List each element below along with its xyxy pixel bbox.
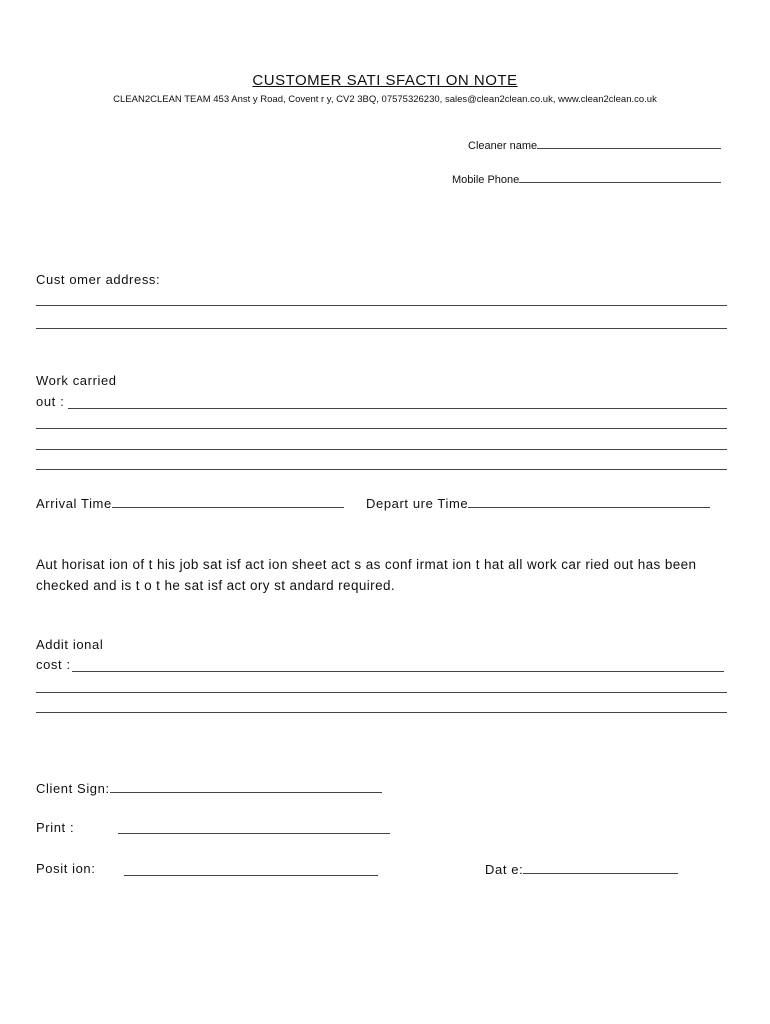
date-row	[485, 861, 678, 877]
date-field[interactable]	[523, 861, 678, 874]
cleaner-name-label: Cleaner name	[468, 140, 538, 152]
customer-address-line-2[interactable]	[36, 328, 727, 329]
arrival-time-label: Arrival Time	[36, 496, 112, 511]
company-contact-line: CLEAN2CLEAN TEAM 453 Anst y Road, Covent r y, CV2 3BQ, 07575326230, sales@clean2clean.co.uk, www.clean2clean.co.uk	[113, 94, 657, 105]
work-carried-line-3[interactable]	[36, 449, 727, 450]
additional-cost-line-1[interactable]	[72, 671, 724, 672]
work-carried-label: Work carried	[36, 373, 117, 388]
work-carried-line-2[interactable]	[36, 428, 727, 429]
departure-time-row	[366, 495, 710, 511]
additional-cost-label: Addit ional	[36, 637, 104, 652]
position-field[interactable]	[124, 875, 378, 876]
cleaner-name-field[interactable]	[537, 136, 721, 149]
mobile-phone-row	[452, 170, 721, 186]
mobile-phone-field[interactable]	[519, 170, 721, 183]
mobile-phone-label: Mobile Phone	[452, 174, 520, 186]
cleaner-name-row	[468, 136, 721, 152]
customer-address-line-1[interactable]	[36, 305, 727, 306]
date-label: Dat e:	[485, 862, 524, 877]
customer-address-label: Cust omer address:	[36, 272, 161, 287]
additional-cost-line-3[interactable]	[36, 712, 727, 713]
arrival-time-field[interactable]	[112, 495, 344, 508]
page-title: CUSTOMER SATI SFACTI ON NOTE	[252, 72, 518, 89]
work-carried-label-out: out :	[36, 394, 65, 409]
client-sign-row	[36, 780, 382, 796]
departure-time-label: Depart ure Time	[366, 496, 469, 511]
additional-cost-label-cost: cost :	[36, 657, 71, 672]
work-carried-line-4[interactable]	[36, 469, 727, 470]
additional-cost-line-2[interactable]	[36, 692, 727, 693]
client-sign-field[interactable]	[110, 780, 382, 793]
work-carried-line-1[interactable]	[68, 408, 727, 409]
client-sign-label: Client Sign:	[36, 781, 110, 796]
position-label: Posit ion:	[36, 861, 96, 876]
authorisation-statement: Aut horisat ion of t his job sat isf act ion sheet act s as conf irmat ion t hat all work car ried out has been checked and is t o t he sat isf act ory st andard required.	[36, 557, 697, 593]
arrival-time-row	[36, 495, 344, 511]
print-label: Print :	[36, 820, 75, 835]
print-name-field[interactable]	[118, 833, 390, 834]
departure-time-field[interactable]	[468, 495, 710, 508]
